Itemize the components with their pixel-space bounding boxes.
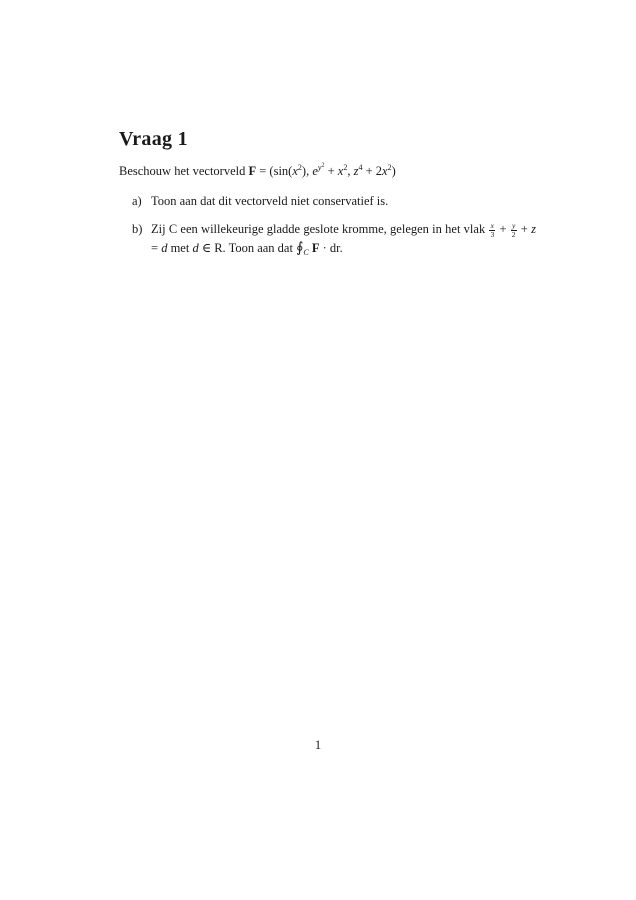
item-text: Toon aan dat dit vectorveld niet conservatief is. bbox=[151, 194, 389, 208]
condition: d ∈ R. bbox=[192, 240, 226, 255]
item-text-after: Toon aan dat bbox=[228, 240, 293, 255]
item-text bbox=[151, 220, 536, 262]
item-text-before: Zij C een willekeurige gladde geslote kromme, gelegen in het vlak bbox=[151, 222, 486, 236]
intro-text: Beschouw het vectorveld bbox=[119, 164, 246, 178]
list-item bbox=[132, 220, 536, 262]
question-title: Vraag 1 bbox=[119, 128, 188, 150]
line-integral: $∮_C$ F · dr. bbox=[296, 240, 343, 257]
page-number: 1 bbox=[314, 738, 322, 752]
item-label: b) bbox=[132, 222, 143, 236]
question-items bbox=[132, 192, 536, 272]
list-item bbox=[132, 192, 536, 210]
question-intro bbox=[119, 162, 539, 180]
field-symbol: F bbox=[248, 164, 257, 178]
field-definition: = ($\sin(x^2)$, $e^{y^2} + x^2$, $z^4 + 2x^2$) bbox=[259, 162, 396, 178]
plane-equation: $\frac{x}{3}$ + $\frac{y}{2}$ + z = d bbox=[151, 220, 536, 255]
item-label: a) bbox=[132, 194, 142, 208]
item-text-mid: met bbox=[170, 240, 190, 255]
